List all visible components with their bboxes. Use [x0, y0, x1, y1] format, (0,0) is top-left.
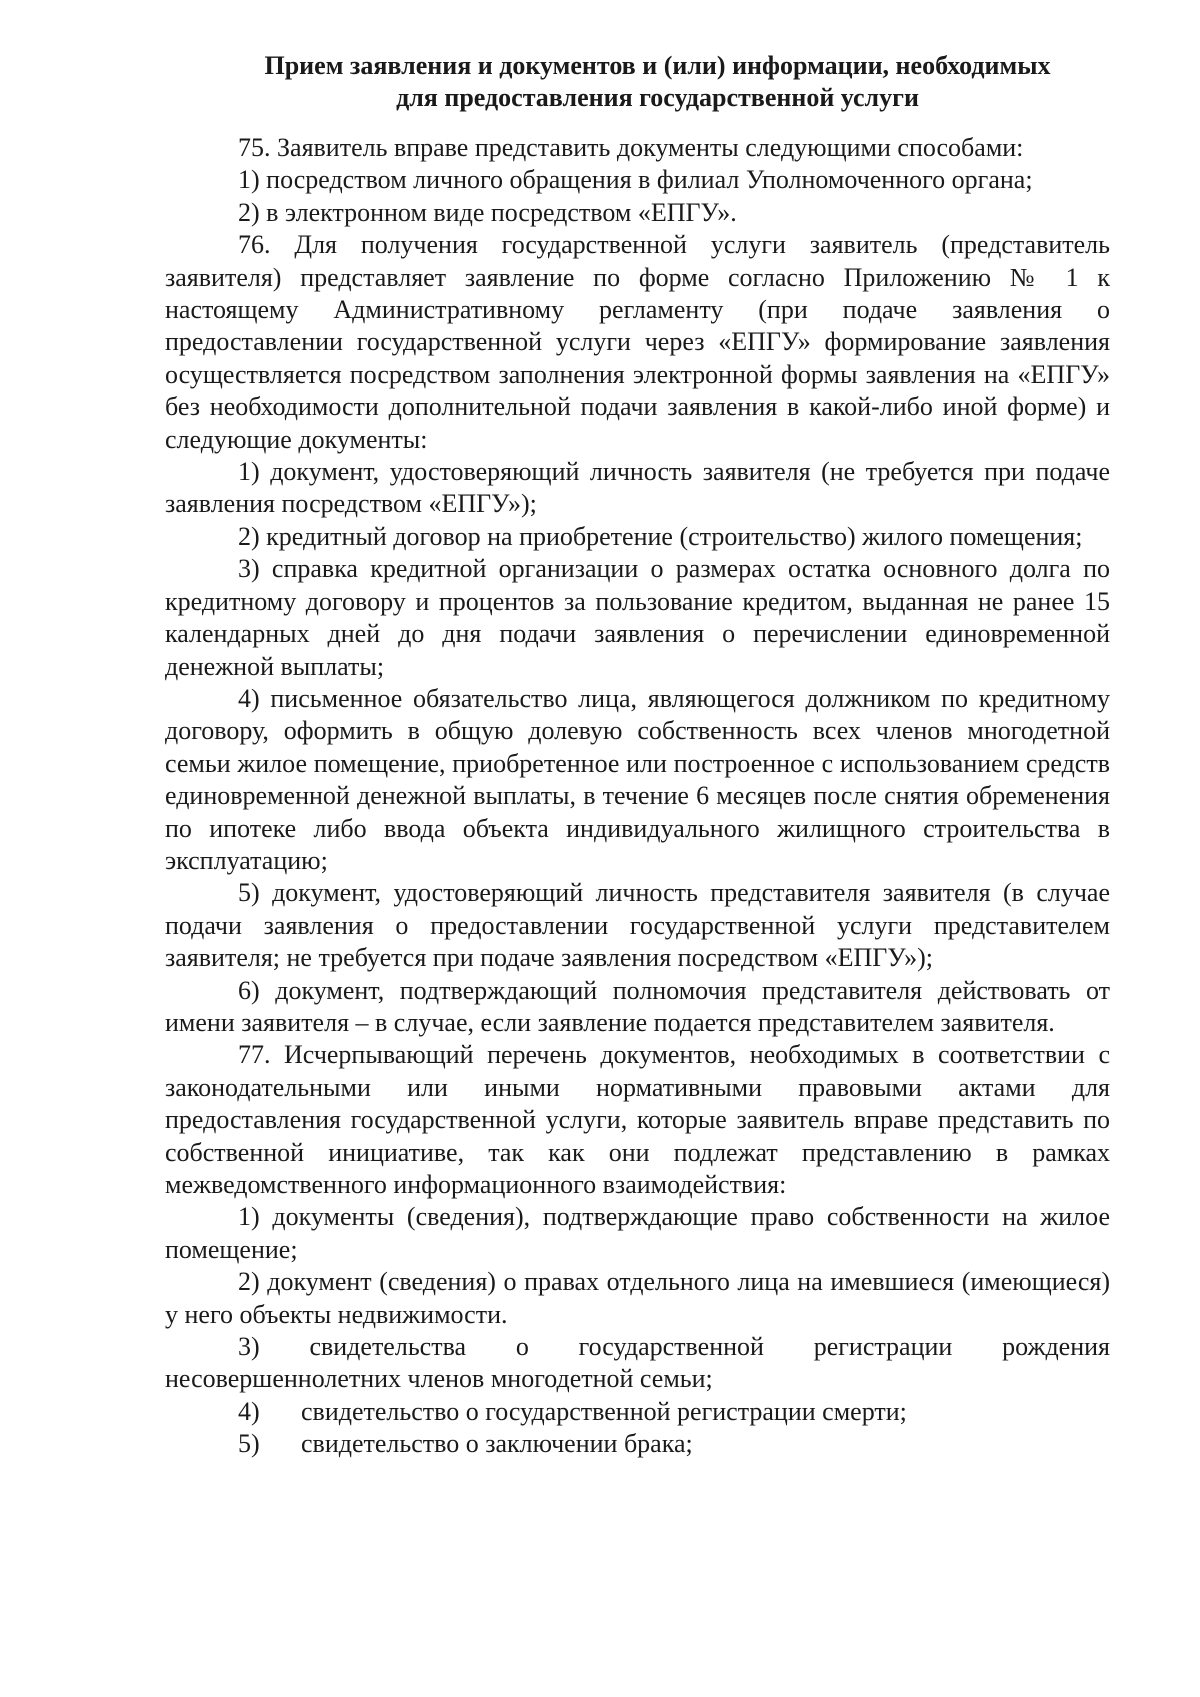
- title-line-2: для предоставления государственной услуги: [396, 83, 919, 112]
- paragraph-76-item-5: 5) документ, удостоверяющий личность представителя заявителя (в случае подачи заявления о предоставлении государственной услуги представителем заявителя; не требуется при подаче заявления посредством «ЕПГУ»);: [165, 878, 1110, 973]
- paragraph-76: 76. Для получения государственной услуги заявитель (представитель заявителя) представляет заявление по форме согласно Приложению № 1 к настоящему Административному регламенту (при подаче заявления о предоставлении государственной услуги через «ЕПГУ» формирование заявления осуществляется посредством заполнения электронной формы заявления на «ЕПГУ» без необходимости дополнительной подачи заявления в какой-либо иной форме) и следующие документы:: [165, 230, 1110, 454]
- section-title: [205, 50, 1110, 114]
- paragraph-77-item-2: 2) документ (сведения) о правах отдельного лица на имевшиеся (имеющиеся) у него объекты недвижимости.: [165, 1267, 1110, 1329]
- list-item-text: свидетельство о государственной регистрации смерти;: [301, 1396, 907, 1426]
- paragraph-75: 75. Заявитель вправе представить документы следующими способами:: [238, 133, 1024, 162]
- document-body: [165, 132, 1110, 1461]
- paragraph-77-item-1: 1) документы (сведения), подтверждающие право собственности на жилое помещение;: [165, 1202, 1110, 1264]
- paragraph-76-item-4: 4) письменное обязательство лица, являющегося должником по кредитному договору, оформить в общую долевую собственность всех членов многодетной семьи жилое помещение, приобретенное или построенное с использованием средств единовременной денежной выплаты, в течение 6 месяцев после снятия обременения по ипотеке либо ввода объекта индивидуального жилищного строительства в эксплуатацию;: [165, 683, 1110, 875]
- list-item: [165, 1428, 1110, 1460]
- list-item-text: свидетельство о заключении брака;: [301, 1429, 693, 1459]
- title-line-1: Прием заявления и документов и (или) информации, необходимых: [264, 51, 1051, 80]
- paragraph-76-item-6: 6) документ, подтверждающий полномочия представителя действовать от имени заявителя – в случае, если заявление подается представителем заявителя.: [165, 975, 1110, 1037]
- paragraph-77: 77. Исчерпывающий перечень документов, необходимых в соответствии с законодательными или иными нормативными правовыми актами для предоставления государственной услуги, которые заявитель вправе представить по собственной инициативе, так как они подлежат представлению в рамках межведомственного информационного взаимодействия:: [165, 1040, 1110, 1199]
- list-item-number: 5): [238, 1429, 260, 1459]
- paragraph-76-item-1: 1) документ, удостоверяющий личность заявителя (не требуется при подаче заявления посредством «ЕПГУ»);: [165, 457, 1110, 519]
- list-item-number: 4): [238, 1396, 260, 1426]
- paragraph-77-item-3: 3) свидетельства о государственной регистрации рождения несовершеннолетних членов многодетной семьи;: [165, 1332, 1110, 1394]
- paragraph-75-item-2: 2) в электронном виде посредством «ЕПГУ».: [238, 197, 737, 227]
- paragraph-76-item-2: 2) кредитный договор на приобретение (строительство) жилого помещения;: [238, 521, 1083, 551]
- list-item: [165, 1396, 1110, 1428]
- paragraph-76-item-3: 3) справка кредитной организации о размерах остатка основного долга по кредитному договору и процентов за пользование кредитом, выданная не ранее 15 календарных дней до дня подачи заявления о перечислении единовременной денежной выплаты;: [165, 554, 1110, 681]
- paragraph-75-item-1: 1) посредством личного обращения в филиал Уполномоченного органа;: [238, 165, 1033, 195]
